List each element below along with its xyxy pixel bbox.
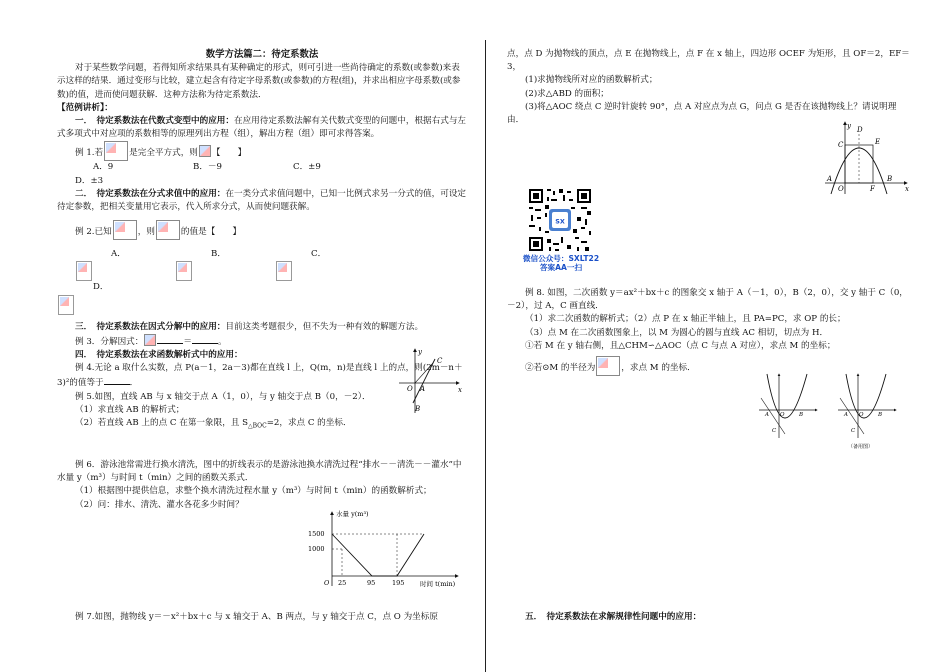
option-a: A．9: [93, 162, 114, 173]
label-y: y: [847, 122, 851, 130]
ex8-line5-pre: ②若⊙M 的半径为: [525, 363, 596, 374]
section-1: [57, 115, 467, 141]
answer-blank: [192, 334, 218, 344]
example-6-line2: （1）根据图中提供信息，求整个换水清洗过程水量 y（m³）与时间 t（min）的函数解析式；: [75, 486, 432, 497]
section-1-text: 在应用待定系数法解有关代数式变型的问题中，根据右式与左式多项式中对应项的系数相等的原理列出方程（组），解出方程（组）即可求得答案。: [57, 116, 467, 140]
option-a: [75, 248, 175, 281]
example-8: [507, 287, 912, 376]
label-c: C: [437, 357, 443, 365]
ex4-end: ．: [129, 378, 139, 389]
example-8-spare-figure: [836, 372, 898, 452]
example-5-line3: [57, 417, 467, 433]
option-c: C．±9: [293, 162, 321, 173]
formula-image-icon: [156, 220, 180, 240]
tick-25: 25: [338, 579, 347, 587]
formula-image-icon: [76, 261, 92, 281]
analysis-heading: 【范例讲析】：: [57, 102, 113, 113]
formula-image-icon: [199, 145, 211, 157]
tick-195: 195: [392, 579, 405, 587]
answer-blank: [157, 334, 183, 344]
option-c: [275, 248, 375, 281]
ex3-pre: 例 3．分解因式：: [75, 336, 144, 347]
label-o: O: [407, 385, 413, 393]
section-1-title: 一． 待定系数法在代数式变型中的应用：: [75, 116, 234, 127]
svg-text:SX: SX: [555, 217, 565, 226]
example-5-line1: 例 5.如图，直线 AB 与 x 轴交于点 A（1，0），与 y 轴交于点 B（0，－2）．: [75, 391, 371, 402]
section-5-title: 五． 待定系数法在求解规律性问题中的应用：: [525, 612, 702, 622]
label-y: y: [418, 348, 422, 356]
label-b: B: [878, 412, 883, 418]
example-1: [57, 141, 467, 161]
label-x: x: [905, 185, 909, 193]
qr-code-icon: [527, 187, 593, 253]
tick-95: 95: [367, 579, 376, 587]
ex1-mid: 是完全平方式，则: [129, 148, 198, 159]
label-b: B: [799, 412, 804, 418]
formula-image-icon: [104, 141, 128, 161]
option-d-label: D．: [93, 282, 109, 293]
right-column: [507, 48, 912, 127]
example-6-line1: 例 6．游泳池常需进行换水清洗，图中的折线表示的是游泳池换水清洗过程“排水－－清洗－－灌水”中水量 y（m³）与时间 t（min）之间的函数关系式．: [57, 460, 462, 484]
ex4-text: 例 4.无论 a 取什么实数，点 P(a－1，2a－3)都在直线 l 上，Q(m，n)是直线 l 上的点，则(2m－n＋3)²的值等于: [57, 363, 463, 389]
column-divider: [485, 40, 486, 672]
tick-1000: 1000: [308, 545, 325, 553]
section-5: [525, 611, 915, 624]
ex2-mid: ，则: [137, 227, 155, 238]
example-1-options: [57, 161, 467, 187]
x-axis-label: 时间 t(min): [420, 580, 456, 588]
label-a: A: [844, 412, 848, 418]
option-c-label: C．: [311, 249, 327, 260]
spare-figure-caption: （备用图）: [848, 444, 874, 450]
label-e: E: [875, 138, 881, 146]
label-f: F: [870, 185, 875, 193]
example-7-q3: (3)将△AOC 绕点 C 逆时针旋转 90°，点 A 对应点为点 G，问点 G 是否在该抛物线上？请说明理由．: [507, 101, 897, 126]
example-6-figure: [300, 508, 465, 590]
formula-image-icon: [176, 261, 192, 281]
example-6: [57, 459, 467, 512]
example-8-line3: （3）点 M 在二次函数图象上，以 M 为圆心的圆与直线 AC 相切，切点为 H．: [525, 327, 829, 338]
label-c: C: [772, 428, 777, 434]
example-5-figure: [395, 345, 465, 415]
label-a: A: [827, 175, 833, 183]
example-8-line4: ①若 M 在 y 轴右侧，且△CHM∽△AOC（点 C 与点 A 对应），求点 M 的坐标；: [525, 340, 836, 351]
option-b-label: B．: [211, 249, 226, 260]
label-o: O: [838, 185, 844, 193]
label-o: O: [859, 412, 864, 418]
section-3-title: 三． 待定系数法在因式分解中的应用：: [75, 321, 226, 332]
example-8-line2: （1）求二次函数的解析式；（2）点 P 在 x 轴正半轴上，且 PA=PC，求 OP 的长；: [525, 314, 846, 325]
option-d: D．±3: [75, 175, 104, 186]
label-d: D: [857, 126, 863, 134]
qr-caption-line1: 微信公众号：SXLT22: [522, 254, 600, 263]
qr-caption-line2: 答案AA一扫: [539, 263, 583, 272]
label-o: O: [780, 412, 785, 418]
ex3-eq: ＝: [183, 336, 192, 347]
label-b: B: [887, 175, 893, 183]
ex3-end: 。: [217, 336, 227, 347]
section-4-title: 四． 待定系数法在求函数解析式中的应用：: [75, 350, 243, 361]
ex8-line5-end: ，求点 M 的坐标．: [621, 363, 696, 374]
example-8-figure: [757, 372, 819, 440]
label-x: x: [458, 386, 462, 394]
ex2-end: 的值是【 】: [180, 227, 242, 238]
ex5-sub: △BOC: [248, 422, 267, 430]
label-a: A: [765, 412, 769, 418]
example-8-line1: 例 8. 如图，二次函数 y＝ax²＋bx＋c 的图象交 x 轴于 A（－1，0），B（2，0），交 y 轴于 C（0，－2），过 A，C 画直线．: [507, 288, 908, 312]
qr-caption: [515, 254, 607, 272]
option-a-label: A．: [111, 249, 126, 260]
section-3-text: 目前这类考题很少，但不失为一种有效的解题方法。: [225, 321, 424, 332]
y-axis-label: 水量 y(m³): [336, 510, 369, 518]
example-2-options: [57, 248, 467, 314]
ex5-line3: （2）若直线 AB 上的点 C 在第一象限，且 S: [75, 418, 249, 429]
example-7-start: [57, 611, 467, 624]
formula-image-icon: [144, 334, 156, 346]
example-7-q2: (2)求△ABD 的面积；: [525, 88, 609, 99]
section-2-text: 在一类分式求值问题中，已知一比例式求另一分式的值，可设定待定参数，把相关变量用它表示，代入所求分式，从而使问题获解。: [57, 188, 467, 213]
label-a: A: [420, 385, 426, 393]
ex1-end: 【 】: [211, 148, 247, 159]
ex1-pre: 例 1.若: [75, 148, 104, 159]
intro-paragraph: 对于某些数学问题，若得知所求结果具有某种确定的形式，则可引进一些尚待确定的系数(或参数)来表示这样的结果．通过变形与比较，建立起含有待定字母系数(或参数)的方程(组)，并求出相应字母系数(或参数)的值，进而使问题获解．这种方法称为待定系数法．: [57, 63, 461, 100]
tick-1500: 1500: [308, 530, 325, 538]
section-2-title: 二． 待定系数法在分式求值中的应用：: [75, 188, 226, 199]
formula-image-icon: [596, 356, 620, 376]
option-b: [175, 248, 275, 281]
origin-label: O: [324, 579, 330, 587]
page-title: 数学方法篇二：待定系数法: [205, 49, 319, 60]
section-2: [57, 188, 467, 214]
ex5-line3b: =2，求点 C 的坐标．: [266, 418, 352, 429]
formula-image-icon: [58, 295, 74, 315]
water-volume-line: [332, 534, 424, 576]
answer-blank: [104, 375, 130, 385]
option-b: B．－9: [193, 162, 222, 173]
label-c: C: [838, 141, 844, 149]
example-7-line1: 例 7.如图，抛物线 y＝－x²＋bx＋c 与 x 轴交于 A、B 两点，与 y 轴交于点 C，点 O 为坐标原: [75, 612, 438, 622]
line-ab: [413, 359, 435, 403]
example-7-figure: [823, 120, 911, 195]
formula-image-icon: [113, 220, 137, 240]
example-5-line2: （1）求直线 AB 的解析式；: [75, 404, 185, 415]
label-b: B: [415, 405, 421, 413]
section-3: [57, 321, 467, 334]
example-7-q1: (1)求抛物线所对应的函数解析式；: [525, 75, 658, 86]
example-2: [57, 220, 467, 240]
ex2-pre: 例 2.已知: [75, 227, 112, 238]
option-d: [57, 281, 157, 314]
example-6-line3: （2）问：排水、清洗、灌水各花多少时间？: [75, 499, 244, 510]
formula-image-icon: [276, 261, 292, 281]
example-7-continued: 点，点 D 为抛物线的顶点，点 E 在抛物线上，点 F 在 x 轴上，四边形 OCEF 为矩形，且 OF＝2，EF＝3，: [507, 49, 910, 73]
label-c: C: [851, 428, 856, 434]
